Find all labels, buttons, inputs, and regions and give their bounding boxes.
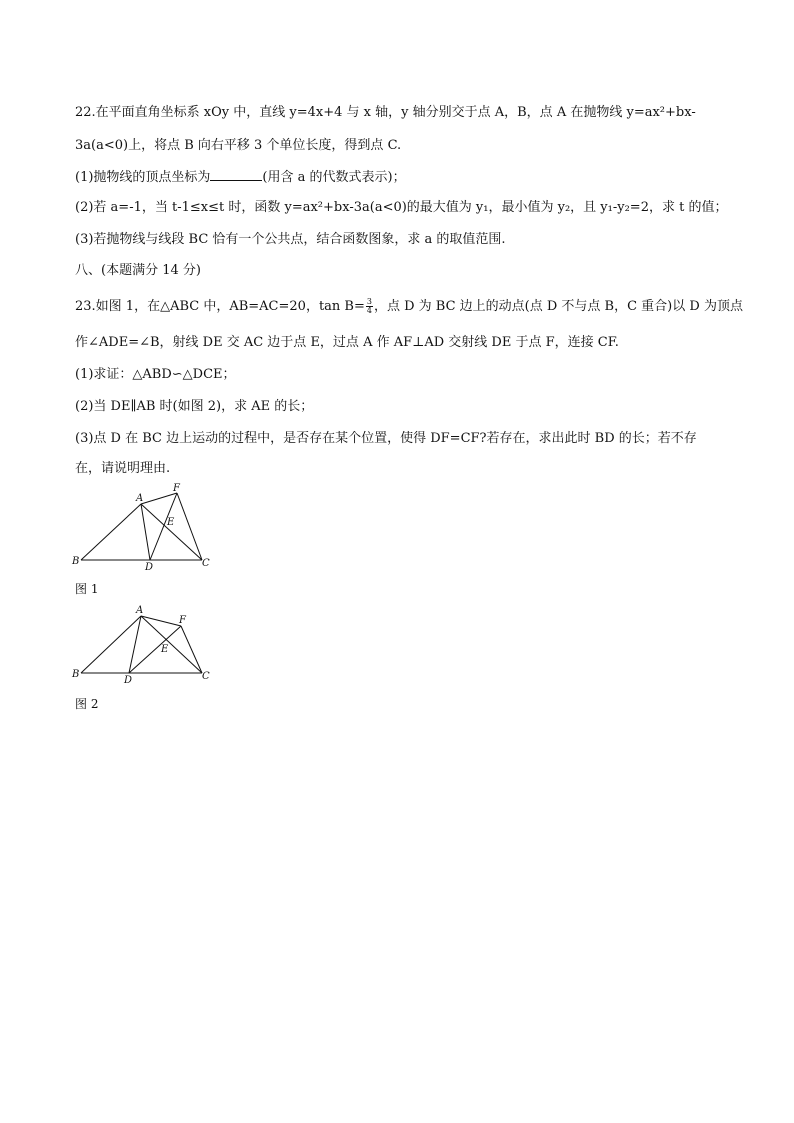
problem22-q1-text: (1)抛物线的顶点坐标为 <box>75 170 211 185</box>
section-header: 八、(本题满分 14 分) <box>75 263 201 278</box>
problem22-q3: (3)若抛物线与线段 BC 恰有一个公共点，结合函数图象，求 a 的取值范围. <box>75 232 506 247</box>
label-C: C <box>202 671 210 682</box>
segment-AD <box>141 504 150 560</box>
figure-2 <box>65 600 225 690</box>
problem23-line1-text-after: ，点 D 为 BC 边上的动点(点 D 不与点 B，C 重合)以 D 为顶点 <box>373 299 743 314</box>
label-E: E <box>167 517 175 528</box>
label-A: A <box>136 605 144 616</box>
problem22-line1: 22.在平面直角坐标系 xOy 中，直线 y=4x+4 与 x 轴，y 轴分别交于点 A，B，点 A 在抛物线 y=ax²+bx- <box>75 105 696 120</box>
segment-DF <box>129 626 181 673</box>
problem22-q1 <box>75 168 406 187</box>
segment-AB <box>81 504 141 560</box>
tan-fraction <box>366 298 373 315</box>
problem23-q3-line2: 在，请说明理由. <box>75 461 171 476</box>
segment-FC <box>177 493 202 560</box>
problem23-line1 <box>75 298 743 316</box>
figure-1 <box>65 480 225 580</box>
segment-AC <box>141 616 202 673</box>
label-F: F <box>173 483 180 494</box>
label-B: B <box>72 669 80 680</box>
problem23-q1: (1)求证：△ABD∽△DCE； <box>75 367 236 382</box>
problem22-line2: 3a(a<0)上，将点 B 向右平移 3 个单位长度，得到点 C. <box>75 138 402 153</box>
label-D: D <box>145 562 154 573</box>
problem23-q2: (2)当 DE∥AB 时(如图 2)，求 AE 的长； <box>75 399 314 414</box>
problem22-q2: (2)若 a=-1，当 t-1≤x≤t 时，函数 y=ax²+bx-3a(a<0)的最大值为 y₁，最小值为 y₂，且 y₁-y₂=2，求 t 的值； <box>75 200 728 215</box>
figure-1-caption: 图 1 <box>75 582 99 596</box>
figure-2-caption: 图 2 <box>75 697 99 711</box>
segment-AB <box>81 616 141 673</box>
label-E: E <box>161 644 169 655</box>
label-B: B <box>72 556 80 567</box>
label-D: D <box>124 675 133 686</box>
problem23-line1-text: 23.如图 1，在△ABC 中，AB=AC=20，tan B= <box>75 299 365 314</box>
segment-AF <box>141 493 177 504</box>
problem22-q1-text-after: (用含 a 的代数式表示)； <box>262 170 406 185</box>
problem23-q3-line1: (3)点 D 在 BC 边上运动的过程中，是否存在某个位置，使得 DF=CF?若存在，求出此时 BD 的长；若不存 <box>75 431 697 446</box>
answer-blank <box>210 168 262 181</box>
segment-AC <box>141 504 202 560</box>
label-A: A <box>136 493 144 504</box>
label-C: C <box>202 558 210 569</box>
fraction-denominator: 4 <box>366 306 372 315</box>
fraction-numerator: 3 <box>366 297 372 306</box>
segment-FC <box>181 626 202 673</box>
label-F: F <box>179 615 186 626</box>
problem23-line2: 作∠ADE=∠B，射线 DE 交 AC 边于点 E，过点 A 作 AF⊥AD 交射线 DE 于点 F，连接 CF. <box>75 335 619 350</box>
